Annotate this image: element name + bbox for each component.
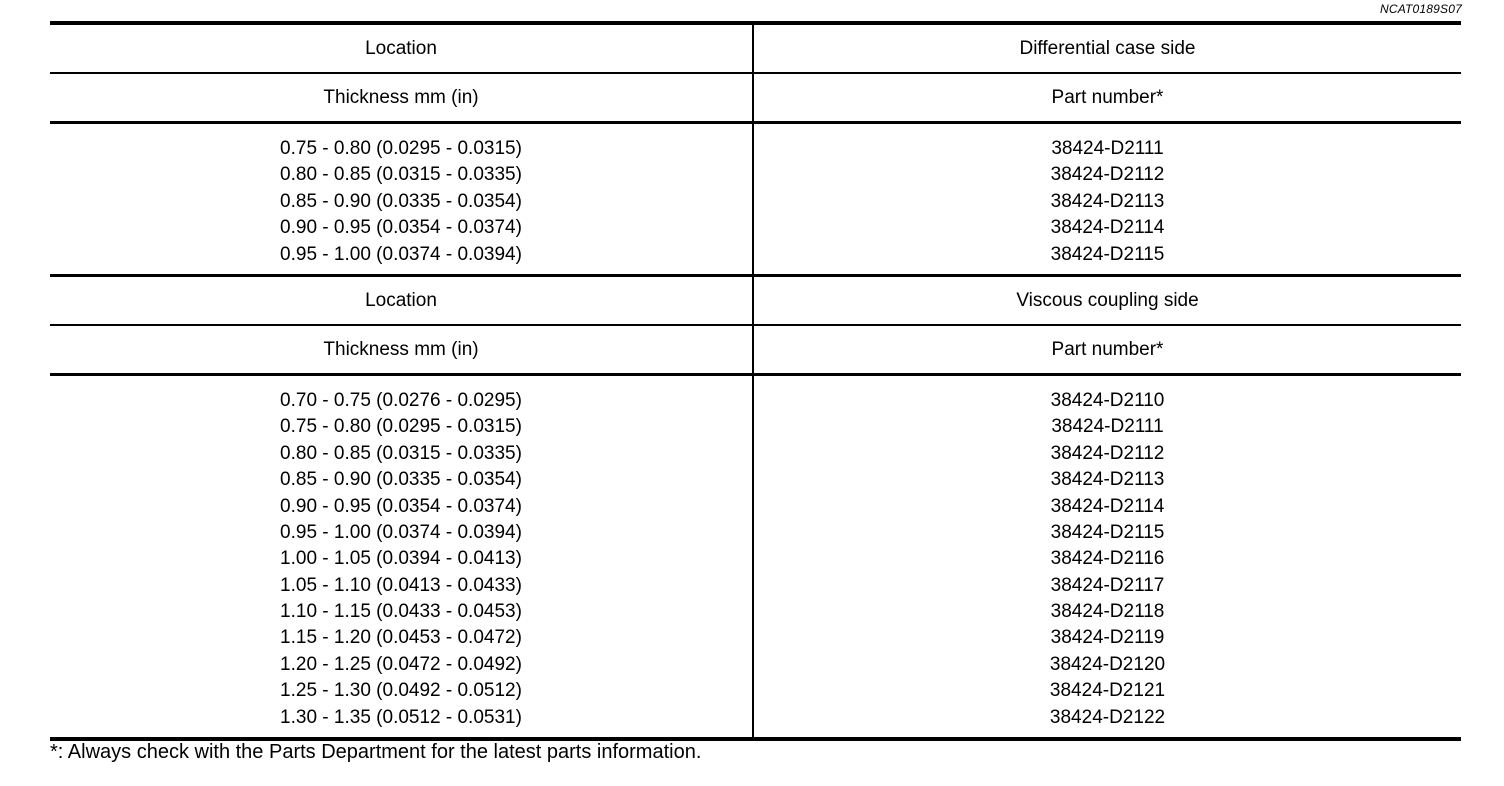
part-number-value: 38424-D2113 bbox=[1050, 469, 1165, 491]
part-number-value: 38424-D2121 bbox=[1049, 680, 1166, 702]
part-number-value: 38424-D2114 bbox=[1050, 495, 1165, 517]
column-header-row bbox=[50, 326, 1461, 376]
part-number-value: 38424-D2118 bbox=[1050, 601, 1165, 623]
thickness-value: 1.30 - 1.35 (0.0512 - 0.0531) bbox=[280, 706, 522, 728]
thickness-value: 0.90 - 0.95 (0.0354 - 0.0374) bbox=[280, 495, 522, 517]
thickness-value: 0.80 - 0.85 (0.0315 - 0.0335) bbox=[280, 164, 522, 186]
thickness-value: 0.70 - 0.75 (0.0276 - 0.0295) bbox=[280, 389, 522, 411]
thickness-value: 0.85 - 0.90 (0.0335 - 0.0354) bbox=[280, 190, 522, 212]
part-number-value: 38424-D2120 bbox=[1049, 653, 1166, 675]
part-number-value: 38424-D2116 bbox=[1050, 548, 1165, 570]
thickness-value: 1.15 - 1.20 (0.0453 - 0.0472) bbox=[280, 627, 522, 649]
location-header-row bbox=[50, 25, 1461, 74]
thickness-value: 0.95 - 1.00 (0.0374 - 0.0394) bbox=[280, 243, 522, 265]
thickness-value: 0.80 - 0.85 (0.0315 - 0.0335) bbox=[280, 442, 522, 464]
part-number-column bbox=[754, 124, 1461, 274]
thickness-value: 0.75 - 0.80 (0.0295 - 0.0315) bbox=[280, 138, 522, 159]
part-number-value: 38424-D2115 bbox=[1050, 521, 1165, 543]
footnote: *: Always check with the Parts Department for the latest parts information. bbox=[50, 741, 702, 763]
part-number-header: Part number* bbox=[1051, 87, 1164, 108]
location-value: Differential case side bbox=[1019, 38, 1196, 59]
location-header-row bbox=[50, 277, 1461, 326]
thickness-value: 1.05 - 1.10 (0.0413 - 0.0433) bbox=[280, 574, 522, 596]
thickness-value: 0.95 - 1.00 (0.0374 - 0.0394) bbox=[280, 521, 522, 543]
thickness-column bbox=[50, 124, 754, 274]
shim-table bbox=[50, 21, 1461, 741]
thickness-value: 1.00 - 1.05 (0.0394 - 0.0413) bbox=[280, 548, 522, 570]
part-number-value: 38424-D2114 bbox=[1050, 217, 1165, 239]
location-label: Location bbox=[50, 277, 754, 324]
thickness-header: Thickness mm (in) bbox=[50, 326, 754, 373]
thickness-value: 1.20 - 1.25 (0.0472 - 0.0492) bbox=[280, 653, 522, 675]
data-block bbox=[50, 376, 1461, 737]
part-number-value: 38424-D2117 bbox=[1050, 574, 1165, 596]
part-number-value: 38424-D2122 bbox=[1049, 706, 1166, 728]
thickness-value: 1.10 - 1.15 (0.0433 - 0.0453) bbox=[280, 601, 522, 623]
part-number-value: 38424-D2115 bbox=[1050, 243, 1165, 265]
thickness-value: 0.90 - 0.95 (0.0354 - 0.0374) bbox=[280, 217, 522, 239]
thickness-value: 0.75 - 0.80 (0.0295 - 0.0315) bbox=[280, 416, 522, 438]
part-number-value: 38424-D2112 bbox=[1050, 442, 1165, 464]
part-number-column bbox=[754, 376, 1461, 737]
thickness-value: 0.85 - 0.90 (0.0335 - 0.0354) bbox=[280, 469, 522, 491]
thickness-header: Thickness mm (in) bbox=[50, 74, 754, 121]
location-label: Location bbox=[50, 25, 754, 72]
part-number-value: 38424-D2110 bbox=[1050, 389, 1165, 411]
thickness-value: 1.25 - 1.30 (0.0492 - 0.0512) bbox=[280, 680, 522, 702]
part-number-value: 38424-D2112 bbox=[1050, 164, 1165, 186]
thickness-column bbox=[50, 376, 754, 737]
part-number-value: 38424-D2111 bbox=[1051, 416, 1164, 438]
part-number-value: 38424-D2113 bbox=[1050, 190, 1165, 212]
location-value: Viscous coupling side bbox=[1016, 289, 1199, 311]
part-number-value: 38424-D2111 bbox=[1051, 138, 1164, 159]
column-header-row bbox=[50, 74, 1461, 124]
data-block bbox=[50, 124, 1461, 277]
part-number-header: Part number* bbox=[1051, 338, 1164, 360]
document-code: NCAT0189S07 bbox=[1379, 2, 1462, 16]
part-number-value: 38424-D2119 bbox=[1050, 627, 1165, 649]
